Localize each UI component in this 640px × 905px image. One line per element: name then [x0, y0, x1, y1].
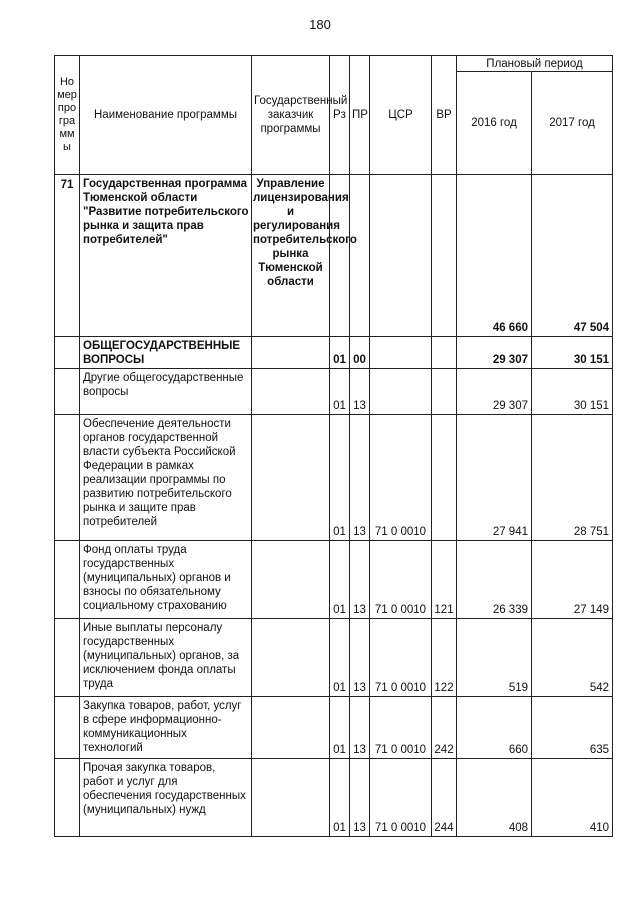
row-value-2016: 46 660: [457, 175, 532, 337]
table-row: [55, 759, 613, 837]
row-value-2016: 408: [457, 759, 532, 837]
row-csr: [370, 369, 432, 415]
row-csr: 71 0 0010: [370, 697, 432, 759]
row-rz: 01: [330, 541, 350, 619]
page-number: 180: [309, 17, 331, 32]
row-rz: 01: [330, 415, 350, 541]
row-value-2016: 29 307: [457, 369, 532, 415]
row-pr: 13: [350, 541, 370, 619]
row-value-2017: 635: [532, 697, 613, 759]
row-vr: 121: [432, 541, 457, 619]
row-customer: [252, 415, 330, 541]
row-csr: 71 0 0010: [370, 541, 432, 619]
row-name: Фонд оплаты труда государственных (муниципальных) органов и взносы по обязательному социальному страхованию: [80, 541, 252, 619]
header-pr: ПР: [350, 56, 370, 175]
budget-table: [54, 55, 613, 837]
row-vr: 122: [432, 619, 457, 697]
row-number: [55, 759, 80, 837]
row-value-2017: 27 149: [532, 541, 613, 619]
header-number: Номер программы: [55, 56, 80, 175]
row-rz: 01: [330, 759, 350, 837]
header-planned-period: Плановый период: [457, 56, 613, 72]
header-customer: Государственный заказчик программы: [252, 56, 330, 175]
row-vr: [432, 337, 457, 369]
header-name: Наименование программы: [80, 56, 252, 175]
row-pr: 00: [350, 337, 370, 369]
row-value-2017: 47 504: [532, 175, 613, 337]
table-row: [55, 175, 613, 337]
row-name: Закупка товаров, работ, услуг в сфере информационно-коммуникационных технологий: [80, 697, 252, 759]
row-number: [55, 541, 80, 619]
row-csr: 71 0 0010: [370, 619, 432, 697]
header-year-2017: 2017 год: [532, 72, 613, 175]
row-number: [55, 415, 80, 541]
row-pr: [350, 175, 370, 337]
row-customer: [252, 369, 330, 415]
row-name: Прочая закупка товаров, работ и услуг для обеспечения государственных (муниципальных) нужд: [80, 759, 252, 837]
row-value-2017: 30 151: [532, 369, 613, 415]
row-number: [55, 619, 80, 697]
row-value-2017: 410: [532, 759, 613, 837]
row-value-2016: 27 941: [457, 415, 532, 541]
row-customer: [252, 541, 330, 619]
row-vr: [432, 369, 457, 415]
row-vr: [432, 415, 457, 541]
row-customer: [252, 337, 330, 369]
row-pr: 13: [350, 759, 370, 837]
row-value-2016: 29 307: [457, 337, 532, 369]
row-csr: 71 0 0010: [370, 415, 432, 541]
row-vr: 242: [432, 697, 457, 759]
row-name: Обеспечение деятельности органов государственной власти субъекта Российской Федерации в рамках реализации программы по развитию потребительского рынка и защите прав потребителей: [80, 415, 252, 541]
row-customer: [252, 619, 330, 697]
table-row: [55, 415, 613, 541]
row-value-2016: 26 339: [457, 541, 532, 619]
table-row: [55, 619, 613, 697]
header-rz: Рз: [330, 56, 350, 175]
row-csr: 71 0 0010: [370, 759, 432, 837]
row-number: 71: [55, 175, 80, 337]
row-name: Другие общегосударственные вопросы: [80, 369, 252, 415]
row-vr: 244: [432, 759, 457, 837]
row-vr: [432, 175, 457, 337]
row-name: ОБЩЕГОСУДАРСТВЕННЫЕ ВОПРОСЫ: [80, 337, 252, 369]
header-vr: ВР: [432, 56, 457, 175]
row-value-2016: 519: [457, 619, 532, 697]
row-customer: [252, 759, 330, 837]
row-csr: [370, 337, 432, 369]
row-pr: 13: [350, 369, 370, 415]
table-row: [55, 337, 613, 369]
row-value-2017: 28 751: [532, 415, 613, 541]
row-value-2017: 30 151: [532, 337, 613, 369]
row-value-2016: 660: [457, 697, 532, 759]
row-customer: Управление лицензирования и регулирования потребительского рынка Тюменской области: [252, 175, 330, 337]
row-name: Иные выплаты персоналу государственных (муниципальных) органов, за исключением фонда оплаты труда: [80, 619, 252, 697]
row-name: Государственная программа Тюменской области "Развитие потребительского рынка и защита прав потребителей": [80, 175, 252, 337]
row-rz: 01: [330, 337, 350, 369]
table-row: [55, 369, 613, 415]
row-value-2017: 542: [532, 619, 613, 697]
row-number: [55, 697, 80, 759]
row-pr: 13: [350, 697, 370, 759]
row-number: [55, 369, 80, 415]
row-pr: 13: [350, 619, 370, 697]
row-number: [55, 337, 80, 369]
table-row: [55, 541, 613, 619]
row-customer: [252, 697, 330, 759]
row-rz: 01: [330, 697, 350, 759]
row-rz: 01: [330, 619, 350, 697]
table-row: [55, 697, 613, 759]
header-csr: ЦСР: [370, 56, 432, 175]
row-pr: 13: [350, 415, 370, 541]
row-rz: 01: [330, 369, 350, 415]
row-csr: [370, 175, 432, 337]
header-year-2016: 2016 год: [457, 72, 532, 175]
